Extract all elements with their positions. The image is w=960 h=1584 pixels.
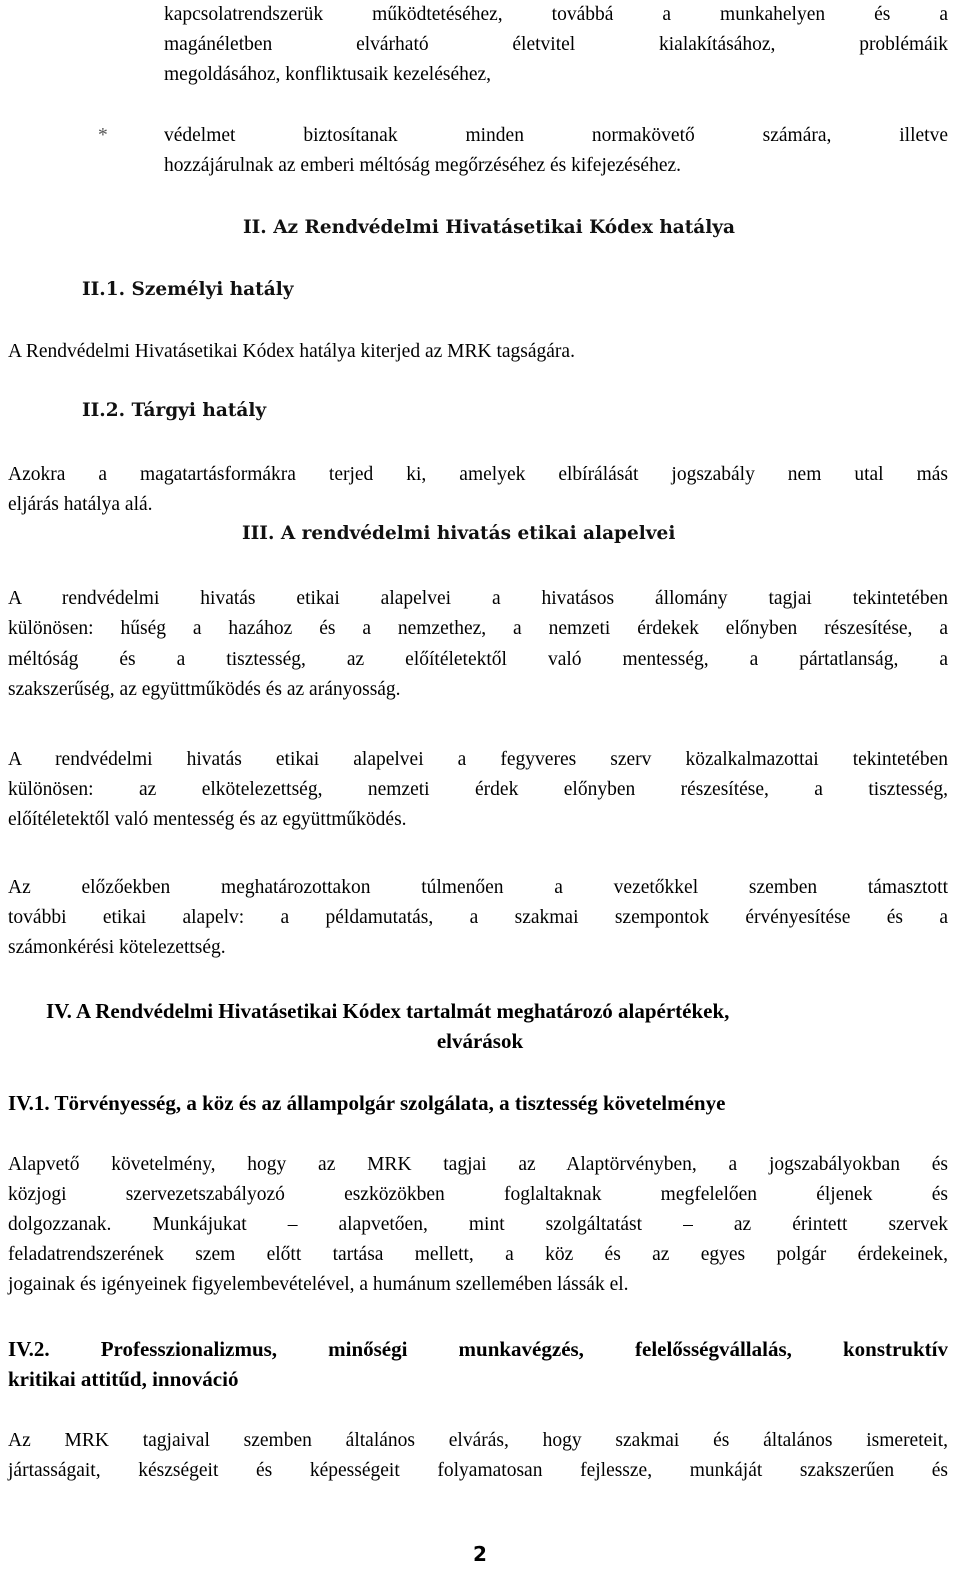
intro-line-2: magánéletben elvárható életvitel kialakításához, problémáik [164, 34, 948, 55]
section-3-p1-line-2: különösen: hűség a hazához és a nemzethez, a nemzeti érdekek előnyben részesítése, a [8, 618, 948, 639]
section-4-1-line-1: Alapvető követelmény, hogy az MRK tagjai az Alaptörvényben, a jogszabályokban és [8, 1154, 948, 1175]
bullet-line-2: hozzájárulnak az emberi méltóság megőrzéséhez és kifejezéséhez. [164, 155, 682, 176]
section-3-title: III. A rendvédelmi hivatás etikai alapelvei [242, 523, 676, 544]
section-3-p1-line-3: méltóság és a tisztesség, az előítéletektől való mentesség, a pártatlanság, a [8, 649, 948, 670]
section-2-2-line-2: eljárás hatálya alá. [8, 494, 153, 515]
section-3-p2-line-2: különösen: az elkötelezettség, nemzeti érdek előnyben részesítése, a tisztesség, [8, 779, 948, 800]
section-2-1-title: II.1. Személyi hatály [82, 279, 294, 300]
section-4-1-line-3: dolgozzanak. Munkájukat – alapvetően, mint szolgáltatást – az érintett szervek [8, 1214, 948, 1235]
section-2-title: II. Az Rendvédelmi Hivatásetikai Kódex hatálya [243, 217, 736, 238]
section-2-2-line-1: Azokra a magatartásformákra terjed ki, amelyek elbírálását jogszabály nem utal más [8, 464, 948, 485]
section-4-2-title-line-2: kritikai attitűd, innováció [8, 1367, 239, 1391]
section-2-1-text: A Rendvédelmi Hivatásetikai Kódex hatálya kiterjed az MRK tagságára. [8, 341, 575, 362]
section-4-2-line-2: jártasságait, készségeit és képességeit folyamatosan fejlessze, munkáját szakszerűen és [8, 1460, 948, 1481]
section-3-p3-line-3: számonkérési kötelezettség. [8, 937, 226, 958]
section-3-p3-line-2: további etikai alapelv: a példamutatás, a szakmai szempontok érvényesítése és a [8, 907, 948, 928]
section-3-p1-line-4: szakszerűség, az együttműködés és az arányosság. [8, 679, 401, 700]
page-number: 2 [473, 1542, 487, 1566]
section-3-p2-line-1: A rendvédelmi hivatás etikai alapelvei a fegyveres szerv közalkalmazottai tekintetében [8, 749, 948, 770]
section-4-title-line-1: IV. A Rendvédelmi Hivatásetikai Kódex tartalmát meghatározó alapértékek, [46, 999, 730, 1023]
section-4-title-line-2: elvárások [436, 1029, 524, 1053]
section-3-p1-line-1: A rendvédelmi hivatás etikai alapelvei a hivatásos állomány tagjai tekintetében [8, 588, 948, 609]
intro-line-3: megoldásához, konfliktusaik kezeléséhez, [164, 64, 492, 85]
section-4-2-title-line-1: IV.2. Professzionalizmus, minőségi munkavégzés, felelősségvállalás, konstruktív [8, 1337, 948, 1361]
section-4-1-line-5: jogainak és igényeinek figyelembevételével, a humánum szellemében lássák el. [8, 1274, 629, 1295]
section-4-1-line-4: feladatrendszerének szem előtt tartása mellett, a köz és az egyes polgár érdekeinek, [8, 1244, 948, 1265]
section-2-2-title: II.2. Tárgyi hatály [82, 400, 267, 421]
section-3-p2-line-3: előítéletektől való mentesség és az együttműködés. [8, 809, 407, 830]
section-4-1-line-2: közjogi szervezetszabályozó eszközökben foglaltaknak megfelelően éljenek és [8, 1184, 948, 1205]
bullet-marker: * [98, 125, 108, 146]
section-4-2-line-1: Az MRK tagjaival szemben általános elvárás, hogy szakmai és általános ismereteit, [8, 1430, 948, 1451]
intro-line-1: kapcsolatrendszerük működtetéséhez, továbbá a munkahelyen és a [164, 4, 948, 25]
bullet-line-1: védelmet biztosítanak minden normakövető számára, illetve [164, 125, 948, 146]
section-4-1-title: IV.1. Törvényesség, a köz és az állampolgár szolgálata, a tisztesség követelménye [8, 1091, 726, 1115]
section-3-p3-line-1: Az előzőekben meghatározottakon túlmenően a vezetőkkel szemben támasztott [8, 877, 948, 898]
